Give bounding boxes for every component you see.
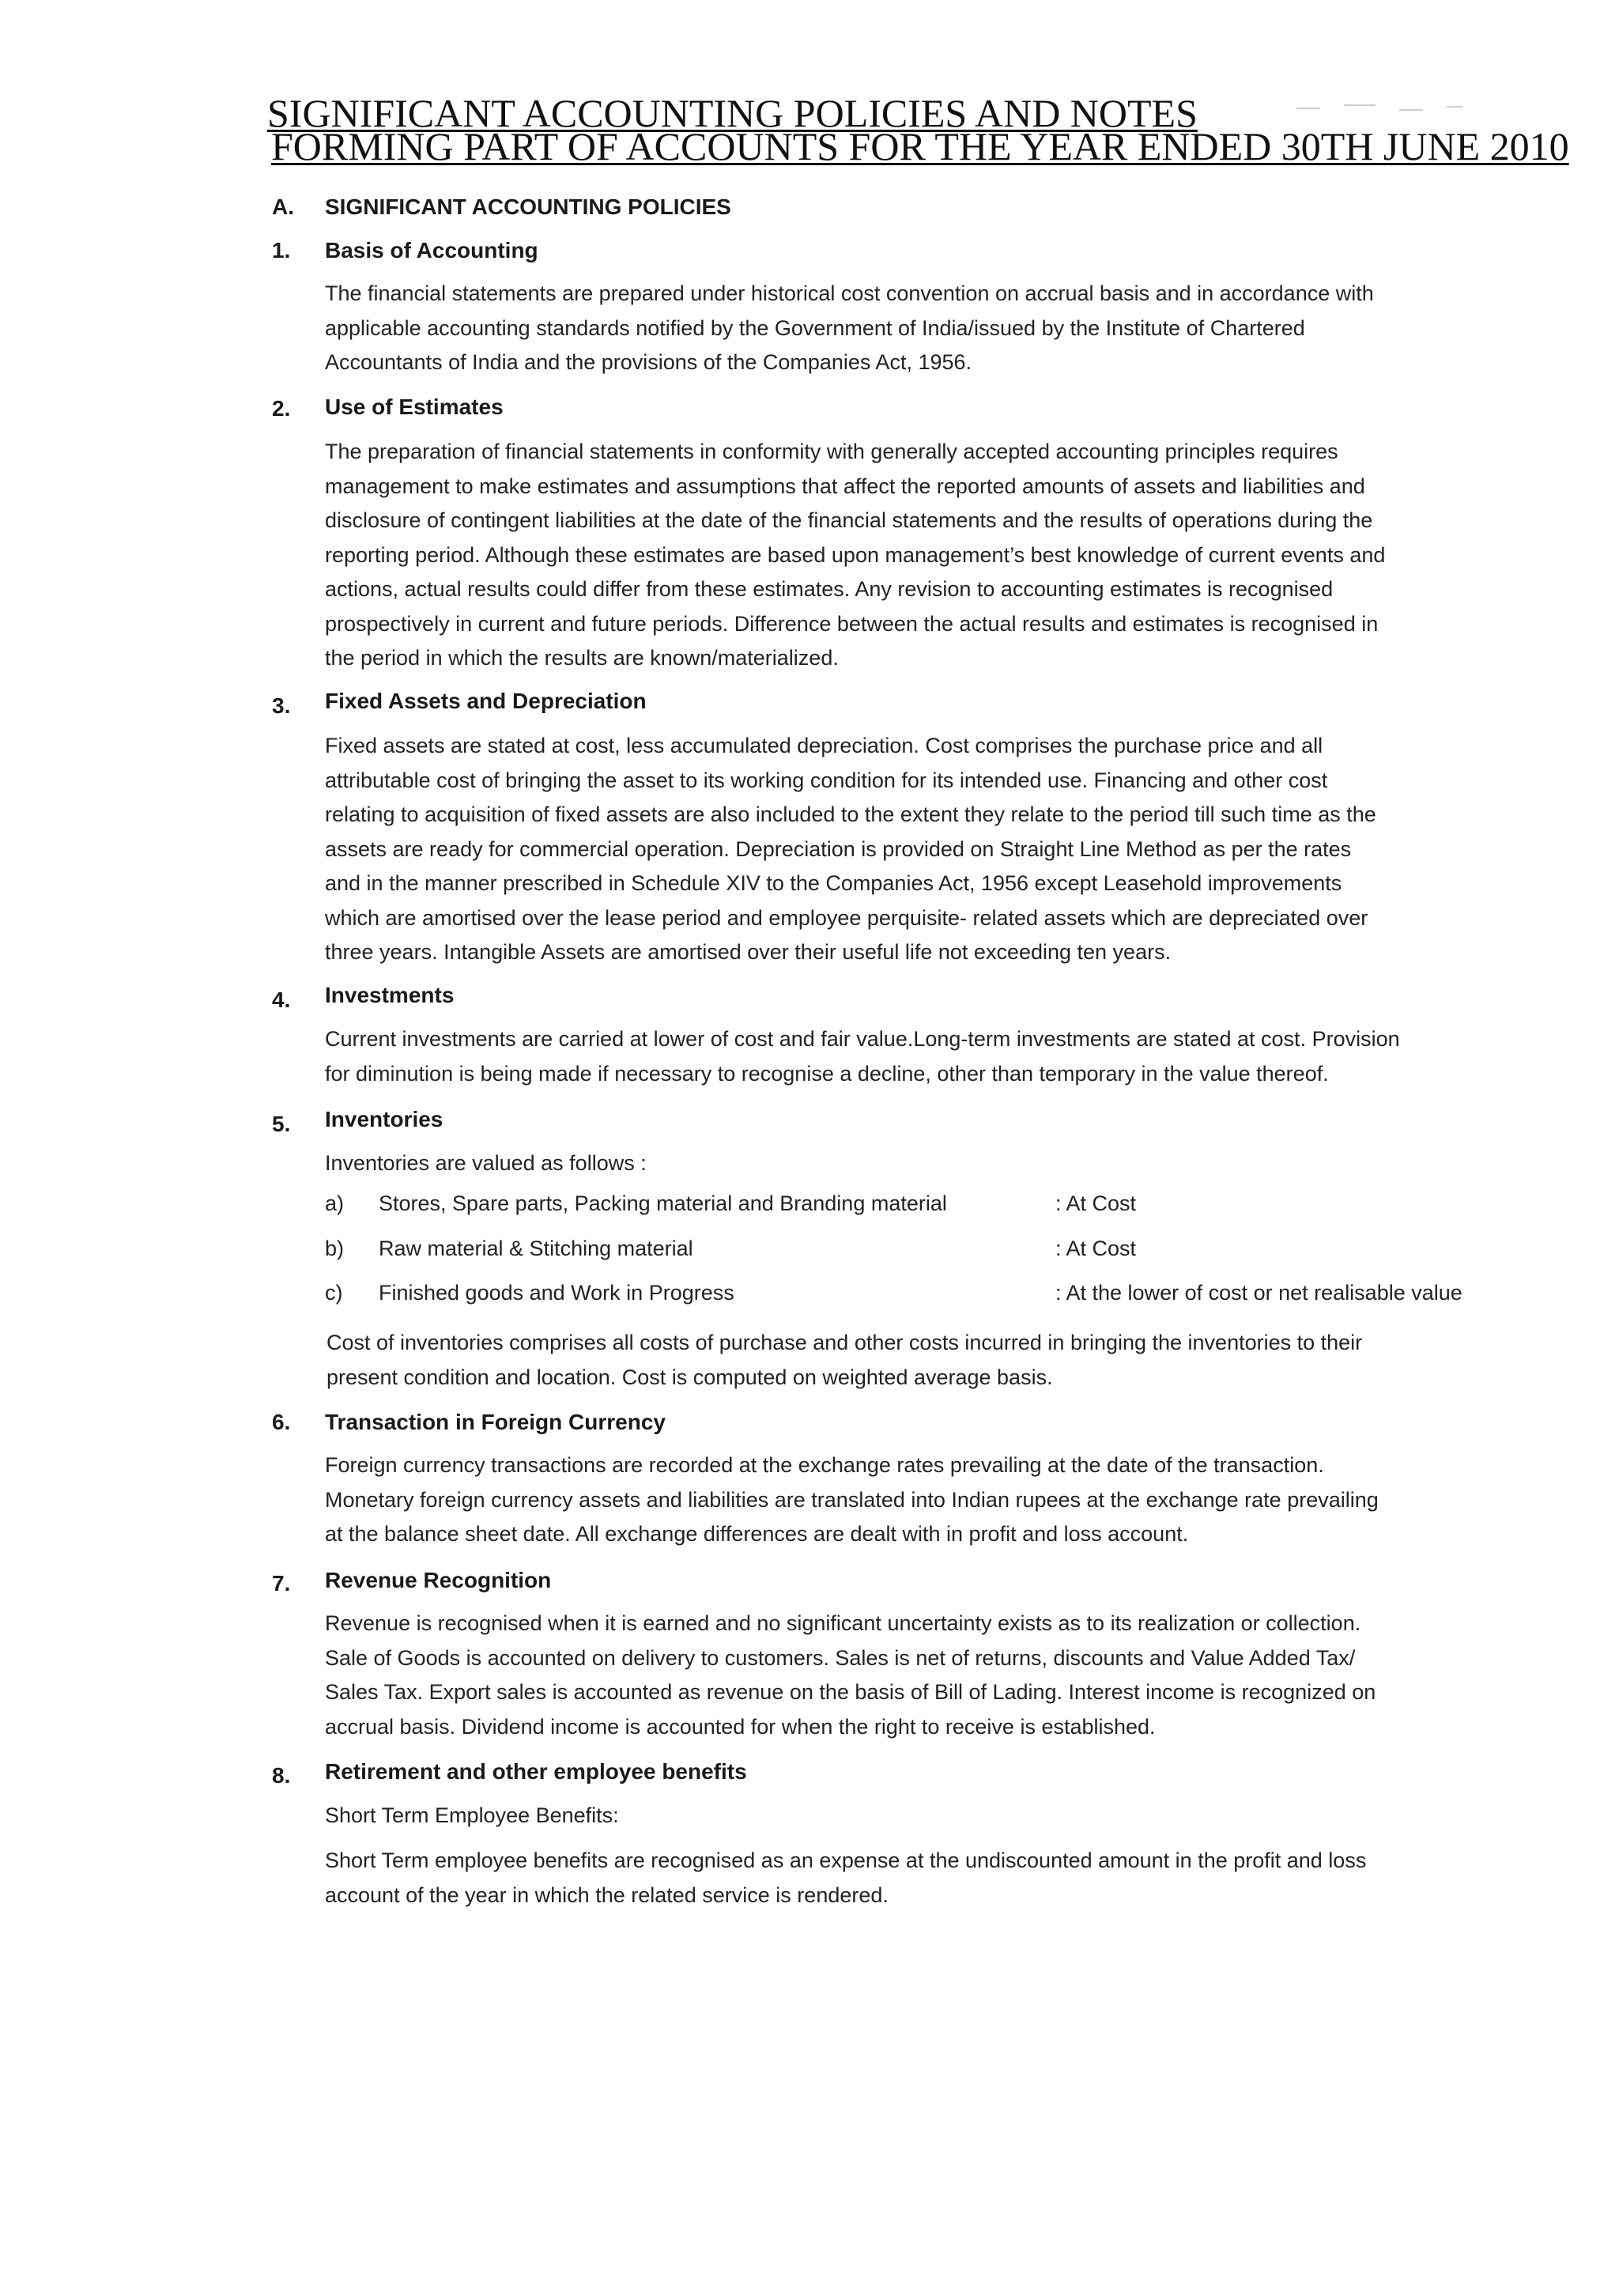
item-valuation: : At the lower of cost or net realisable value <box>1055 1281 1462 1305</box>
paragraph-line: present condition and location. Cost is computed on weighted average basis. <box>326 1365 1053 1389</box>
inventory-item <box>325 1281 1511 1316</box>
paragraph-line: Sales Tax. Export sales is accounted as revenue on the basis of Bill of Lading. Interest income is recognized on <box>325 1680 1376 1704</box>
policy-paragraph <box>326 1326 1362 1395</box>
faint-scan-marks <box>1289 101 1478 117</box>
item-valuation: : At Cost <box>1055 1237 1137 1260</box>
paragraph-line: actions, actual results could differ from these estimates. Any revision to accounting estimates is recognised <box>325 577 1334 601</box>
section-title: SIGNIFICANT ACCOUNTING POLICIES <box>325 194 731 219</box>
paragraph-line: Monetary foreign currency assets and liabilities are translated into Indian rupees at the exchange rate prevailing <box>325 1487 1379 1512</box>
paragraph-line: management to make estimates and assumptions that affect the reported amounts of assets and liabilities and <box>325 474 1365 498</box>
item-valuation: : At Cost <box>1055 1191 1137 1215</box>
policy-paragraph <box>325 1448 1379 1552</box>
paragraph-line: assets are ready for commercial operation. Depreciation is provided on Straight Line Method as per the rates <box>325 836 1352 861</box>
inventories-intro <box>325 1146 647 1181</box>
policy-number: 6. <box>272 1410 291 1434</box>
item-key: c) <box>325 1281 343 1305</box>
paragraph-line: Inventories are valued as follows : <box>325 1151 647 1175</box>
paragraph-line: relating to acquisition of fixed assets are also included to the extent they relate to the period till such time as the <box>325 802 1376 826</box>
item-key: a) <box>325 1191 345 1215</box>
policy-paragraph <box>325 277 1374 380</box>
policy-title: Investments <box>325 983 455 1007</box>
policy-title: Retirement and other employee benefits <box>325 1759 747 1784</box>
policy-number: 7. <box>272 1571 291 1595</box>
paragraph-line: Short Term employee benefits are recognised as an expense at the undiscounted amount in the profit and loss <box>325 1849 1367 1872</box>
policy-title: Fixed Assets and Depreciation <box>325 689 647 713</box>
paragraph-line: for diminution is being made if necessary to recognise a decline, other than temporary in the value thereof. <box>325 1061 1329 1086</box>
item-key: b) <box>325 1237 345 1260</box>
paragraph-line: account of the year in which the related service is rendered. <box>325 1882 889 1907</box>
document-title-line-2: FORMING PART OF ACCOUNTS FOR THE YEAR ENDED 30TH JUNE 2010 <box>271 124 1569 168</box>
paragraph-line: The financial statements are prepared under historical cost convention on accrual basis and in accordance with <box>325 281 1374 305</box>
policy-paragraph <box>325 1844 1366 1913</box>
inventory-item <box>325 1237 1511 1271</box>
paragraph-line: the period in which the results are known/materialized. <box>325 646 839 670</box>
paragraph-line: Short Term Employee Benefits: <box>325 1803 619 1827</box>
policy-number: 5. <box>272 1112 291 1136</box>
policy-number: 3. <box>272 693 291 718</box>
inventory-item <box>325 1191 1511 1226</box>
item-description: Raw material & Stitching material <box>379 1237 693 1260</box>
paragraph-line: Foreign currency transactions are recorded at the exchange rates prevailing at the date of the transaction. <box>325 1453 1324 1477</box>
paragraph-line: The preparation of financial statements in conformity with generally accepted accounting principles requires <box>325 440 1338 463</box>
policy-number: 1. <box>272 238 291 262</box>
paragraph-line: attributable cost of bringing the asset to its working condition for its intended use. Financing and other cost <box>325 768 1328 792</box>
paragraph-line: at the balance sheet date. All exchange differences are dealt with in profit and loss account. <box>325 1522 1189 1546</box>
paragraph-line: accrual basis. Dividend income is accounted for when the right to receive is established. <box>325 1714 1156 1739</box>
paragraph-line: prospectively in current and future periods. Difference between the actual results and estimates is recognised in <box>325 611 1379 636</box>
policy-paragraph <box>325 435 1385 676</box>
paragraph-line: applicable accounting standards notified by the Government of India/issued by the Institute of Chartered <box>325 315 1305 340</box>
paragraph-line: Current investments are carried at lower of cost and fair value.Long-term investments are stated at cost. Provision <box>325 1027 1400 1051</box>
policy-paragraph <box>325 729 1376 970</box>
policy-title: Transaction in Foreign Currency <box>325 1410 666 1434</box>
paragraph-line: disclosure of contingent liabilities at the date of the financial statements and the results of operations during the <box>325 508 1373 532</box>
policy-paragraph <box>325 1022 1400 1091</box>
policy-paragraph <box>325 1607 1376 1744</box>
policy-number: 4. <box>272 988 291 1012</box>
policy-title: Revenue Recognition <box>325 1568 552 1592</box>
policy-number: 2. <box>272 396 291 421</box>
section-label: A. <box>272 194 294 219</box>
paragraph-line: Sale of Goods is accounted on delivery to customers. Sales is net of returns, discounts and Value Added Tax/ <box>325 1645 1356 1670</box>
employee-benefits-subheading <box>325 1799 619 1833</box>
policy-title: Use of Estimates <box>325 395 504 419</box>
policy-title: Inventories <box>325 1107 443 1131</box>
paragraph-line: Fixed assets are stated at cost, less accumulated depreciation. Cost comprises the purchase price and all <box>325 734 1323 757</box>
paragraph-line: which are amortised over the lease period and employee perquisite- related assets which are depreciated over <box>325 905 1368 930</box>
item-description: Stores, Spare parts, Packing material and Branding material <box>379 1191 947 1215</box>
paragraph-line: three years. Intangible Assets are amortised over their useful life not exceeding ten years. <box>325 940 1172 964</box>
document-title-line-1: SIGNIFICANT ACCOUNTING POLICIES AND NOTES <box>267 91 1198 135</box>
policy-number: 8. <box>272 1763 291 1788</box>
paragraph-line: reporting period. Although these estimates are based upon management’s best knowledge of current events and <box>325 542 1386 567</box>
item-description: Finished goods and Work in Progress <box>379 1281 734 1305</box>
paragraph-line: Accountants of India and the provisions of the Companies Act, 1956. <box>325 350 972 374</box>
policy-title: Basis of Accounting <box>325 238 538 262</box>
paragraph-line: Revenue is recognised when it is earned and no significant uncertainty exists as to its realization or collection. <box>325 1611 1361 1635</box>
paragraph-line: Cost of inventories comprises all costs of purchase and other costs incurred in bringing the inventories to their <box>326 1331 1363 1354</box>
paragraph-line: and in the manner prescribed in Schedule XIV to the Companies Act, 1956 except Leasehold improvements <box>325 871 1342 895</box>
